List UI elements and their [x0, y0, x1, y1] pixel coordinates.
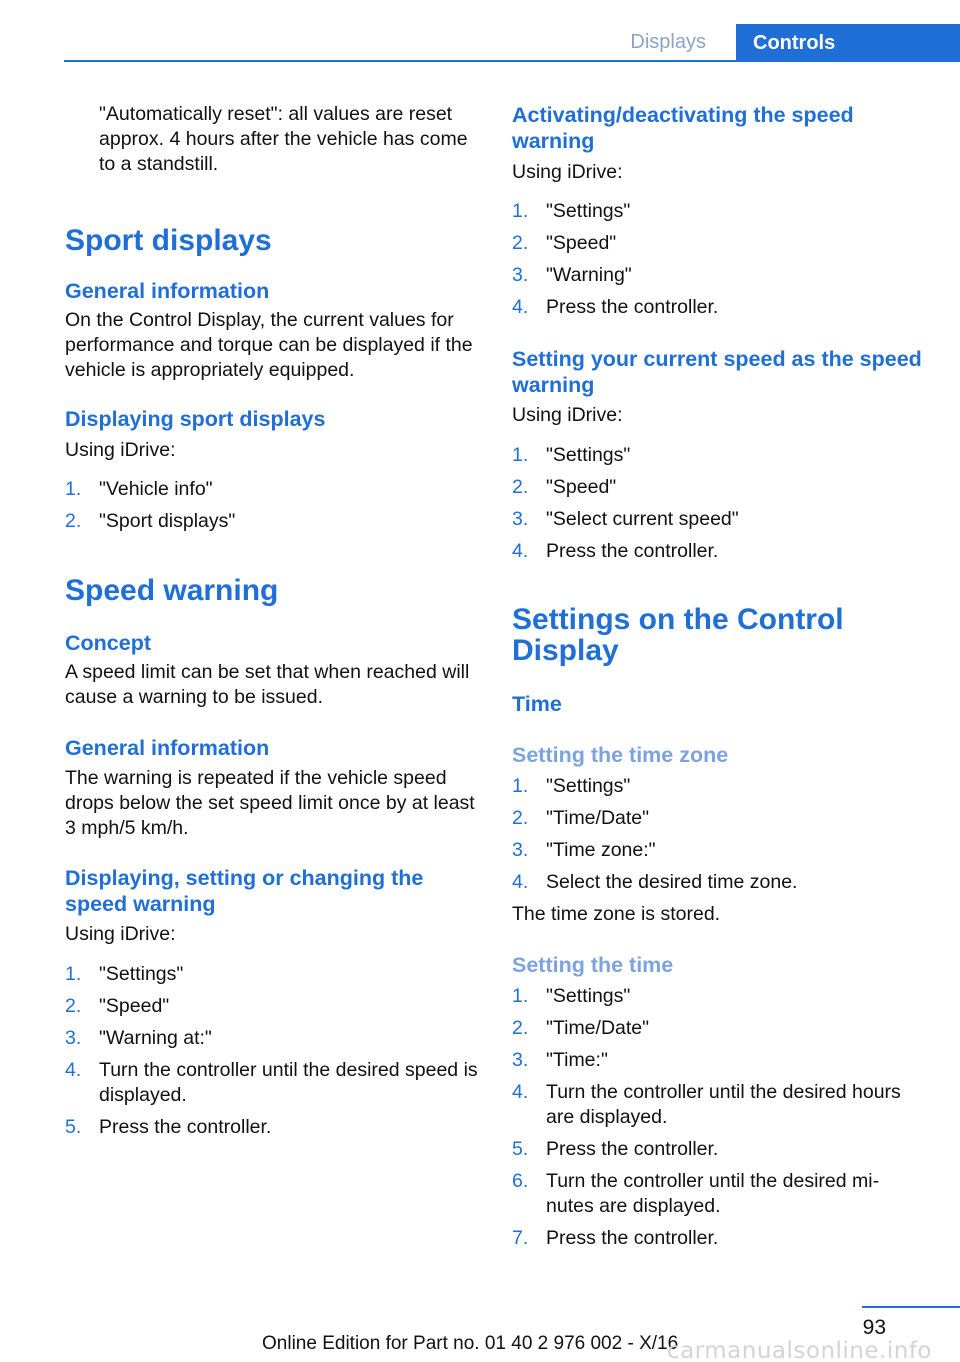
step-text: Turn the controller until the desired hours are displayed. — [546, 1081, 901, 1128]
list-item — [512, 1169, 924, 1219]
step-text: "Settings" — [546, 985, 631, 1007]
step-number: 3. — [512, 508, 529, 530]
step-number: 6. — [512, 1170, 529, 1192]
page-number: 93 — [862, 1316, 886, 1339]
current-speed-heading: Setting your current speed as the speed warning — [512, 347, 922, 397]
list-item — [512, 1080, 924, 1130]
list-item — [512, 475, 924, 500]
step-text: "Sport displays" — [99, 510, 236, 532]
speed-general-text: The warning is repeated if the vehicle speed drops below the set speed limit once by at least 3 mph/5 km/h. — [65, 767, 475, 839]
step-text: "Settings" — [546, 775, 631, 797]
step-text: "Settings" — [546, 200, 631, 222]
step-text: "Time:" — [546, 1049, 608, 1071]
step-number: 5. — [512, 1138, 529, 1160]
left-column — [65, 102, 480, 1147]
right-column — [512, 102, 924, 1258]
current-speed-intro: Using iDrive: — [512, 404, 623, 426]
step-number: 2. — [65, 995, 82, 1017]
step-text: "Warning" — [546, 264, 632, 286]
speed-general-heading: General information — [65, 736, 270, 760]
step-number: 1. — [65, 963, 82, 985]
concept-text: A speed limit can be set that when reached will cause a warning to be issued. — [65, 661, 470, 708]
sport-display-steps — [65, 477, 480, 534]
header-chapter-tab: Controls — [736, 24, 960, 62]
list-item — [65, 962, 480, 987]
list-item — [512, 295, 924, 320]
watermark-text: carmanualsonline.info — [666, 1338, 932, 1362]
step-number: 2. — [512, 232, 529, 254]
list-item — [65, 1026, 480, 1051]
activate-heading: Activating/deactivating the speed warning — [512, 103, 854, 153]
step-text: Press the controller. — [546, 540, 719, 562]
time-heading: Time — [512, 692, 562, 716]
step-text: "Select current speed" — [546, 508, 739, 530]
step-number: 4. — [512, 1081, 529, 1103]
step-number: 4. — [512, 296, 529, 318]
list-item — [65, 1058, 480, 1108]
step-number: 1. — [512, 200, 529, 222]
step-text: "Speed" — [99, 995, 170, 1017]
step-text: Press the controller. — [546, 1227, 719, 1249]
step-number: 1. — [512, 444, 529, 466]
set-time-steps — [512, 984, 924, 1251]
speed-change-intro: Using iDrive: — [65, 923, 176, 945]
concept-heading: Concept — [65, 631, 151, 655]
sport-display-intro: Using iDrive: — [65, 439, 176, 461]
step-text: "Time zone:" — [546, 839, 656, 861]
step-text: "Settings" — [546, 444, 631, 466]
speed-change-heading: Displaying, setting or changing the speed warning — [65, 866, 424, 916]
list-item — [512, 1226, 924, 1251]
footer-rule — [862, 1306, 960, 1308]
list-item — [512, 838, 924, 863]
list-item — [512, 263, 924, 288]
step-number: 3. — [512, 839, 529, 861]
step-text: Turn the controller until the desired speed is displayed. — [99, 1059, 478, 1106]
step-number: 4. — [65, 1059, 82, 1081]
step-text: Press the controller. — [99, 1116, 272, 1138]
list-item — [512, 443, 924, 468]
activate-intro: Using iDrive: — [512, 161, 623, 183]
list-item — [512, 1137, 924, 1162]
step-number: 1. — [65, 478, 82, 500]
step-text: Press the controller. — [546, 296, 719, 318]
step-text: "Vehicle info" — [99, 478, 213, 500]
step-number: 5. — [65, 1116, 82, 1138]
step-text: "Warning at:" — [99, 1027, 212, 1049]
list-item — [512, 199, 924, 224]
step-number: 2. — [512, 1017, 529, 1039]
sport-display-heading: Displaying sport displays — [65, 407, 326, 431]
list-item — [512, 1048, 924, 1073]
time-zone-heading: Setting the time zone — [512, 743, 729, 767]
list-item — [512, 1016, 924, 1041]
list-item — [512, 806, 924, 831]
step-number: 3. — [512, 1049, 529, 1071]
auto-reset-text: "Automatically reset": all values are reset approx. 4 hours after the vehicle has come to a standstill. — [99, 103, 468, 175]
list-item — [512, 870, 924, 895]
sport-general-text: On the Control Display, the current values for performance and torque can be displayed if the vehicle is appropriately equipped. — [65, 309, 473, 381]
activate-steps — [512, 199, 924, 320]
edition-text: Online Edition for Part no. 01 40 2 976 002 - X/16 — [262, 1333, 679, 1354]
step-text: "Settings" — [99, 963, 184, 985]
step-text: Turn the controller until the desired mi‐nutes are displayed. — [546, 1170, 880, 1217]
list-item — [65, 509, 480, 534]
step-text: "Time/Date" — [546, 1017, 650, 1039]
step-text: Select the desired time zone. — [546, 871, 798, 893]
header-rule — [64, 60, 960, 62]
header-section-label: Displays — [630, 31, 706, 53]
list-item — [512, 231, 924, 256]
step-number: 3. — [512, 264, 529, 286]
step-text: Press the controller. — [546, 1138, 719, 1160]
list-item — [65, 477, 480, 502]
step-text: "Time/Date" — [546, 807, 650, 829]
sport-displays-title: Sport displays — [65, 224, 272, 257]
step-number: 1. — [512, 775, 529, 797]
list-item — [65, 994, 480, 1019]
step-text: "Speed" — [546, 476, 617, 498]
step-number: 4. — [512, 540, 529, 562]
step-number: 2. — [65, 510, 82, 532]
step-number: 2. — [512, 476, 529, 498]
step-text: "Speed" — [546, 232, 617, 254]
step-number: 1. — [512, 985, 529, 1007]
list-item — [512, 984, 924, 1009]
list-item — [65, 1115, 480, 1140]
step-number: 3. — [65, 1027, 82, 1049]
list-item — [512, 774, 924, 799]
step-number: 7. — [512, 1227, 529, 1249]
speed-change-steps — [65, 962, 480, 1140]
set-time-heading: Setting the time — [512, 953, 674, 977]
time-zone-steps — [512, 774, 924, 895]
step-number: 4. — [512, 871, 529, 893]
list-item — [512, 539, 924, 564]
control-display-title: Settings on the Control Display — [512, 603, 844, 667]
step-number: 2. — [512, 807, 529, 829]
speed-warning-title: Speed warning — [65, 574, 279, 607]
current-speed-steps — [512, 443, 924, 564]
sport-general-heading: General information — [65, 279, 270, 303]
list-item — [512, 507, 924, 532]
time-zone-stored-text: The time zone is stored. — [512, 903, 721, 925]
